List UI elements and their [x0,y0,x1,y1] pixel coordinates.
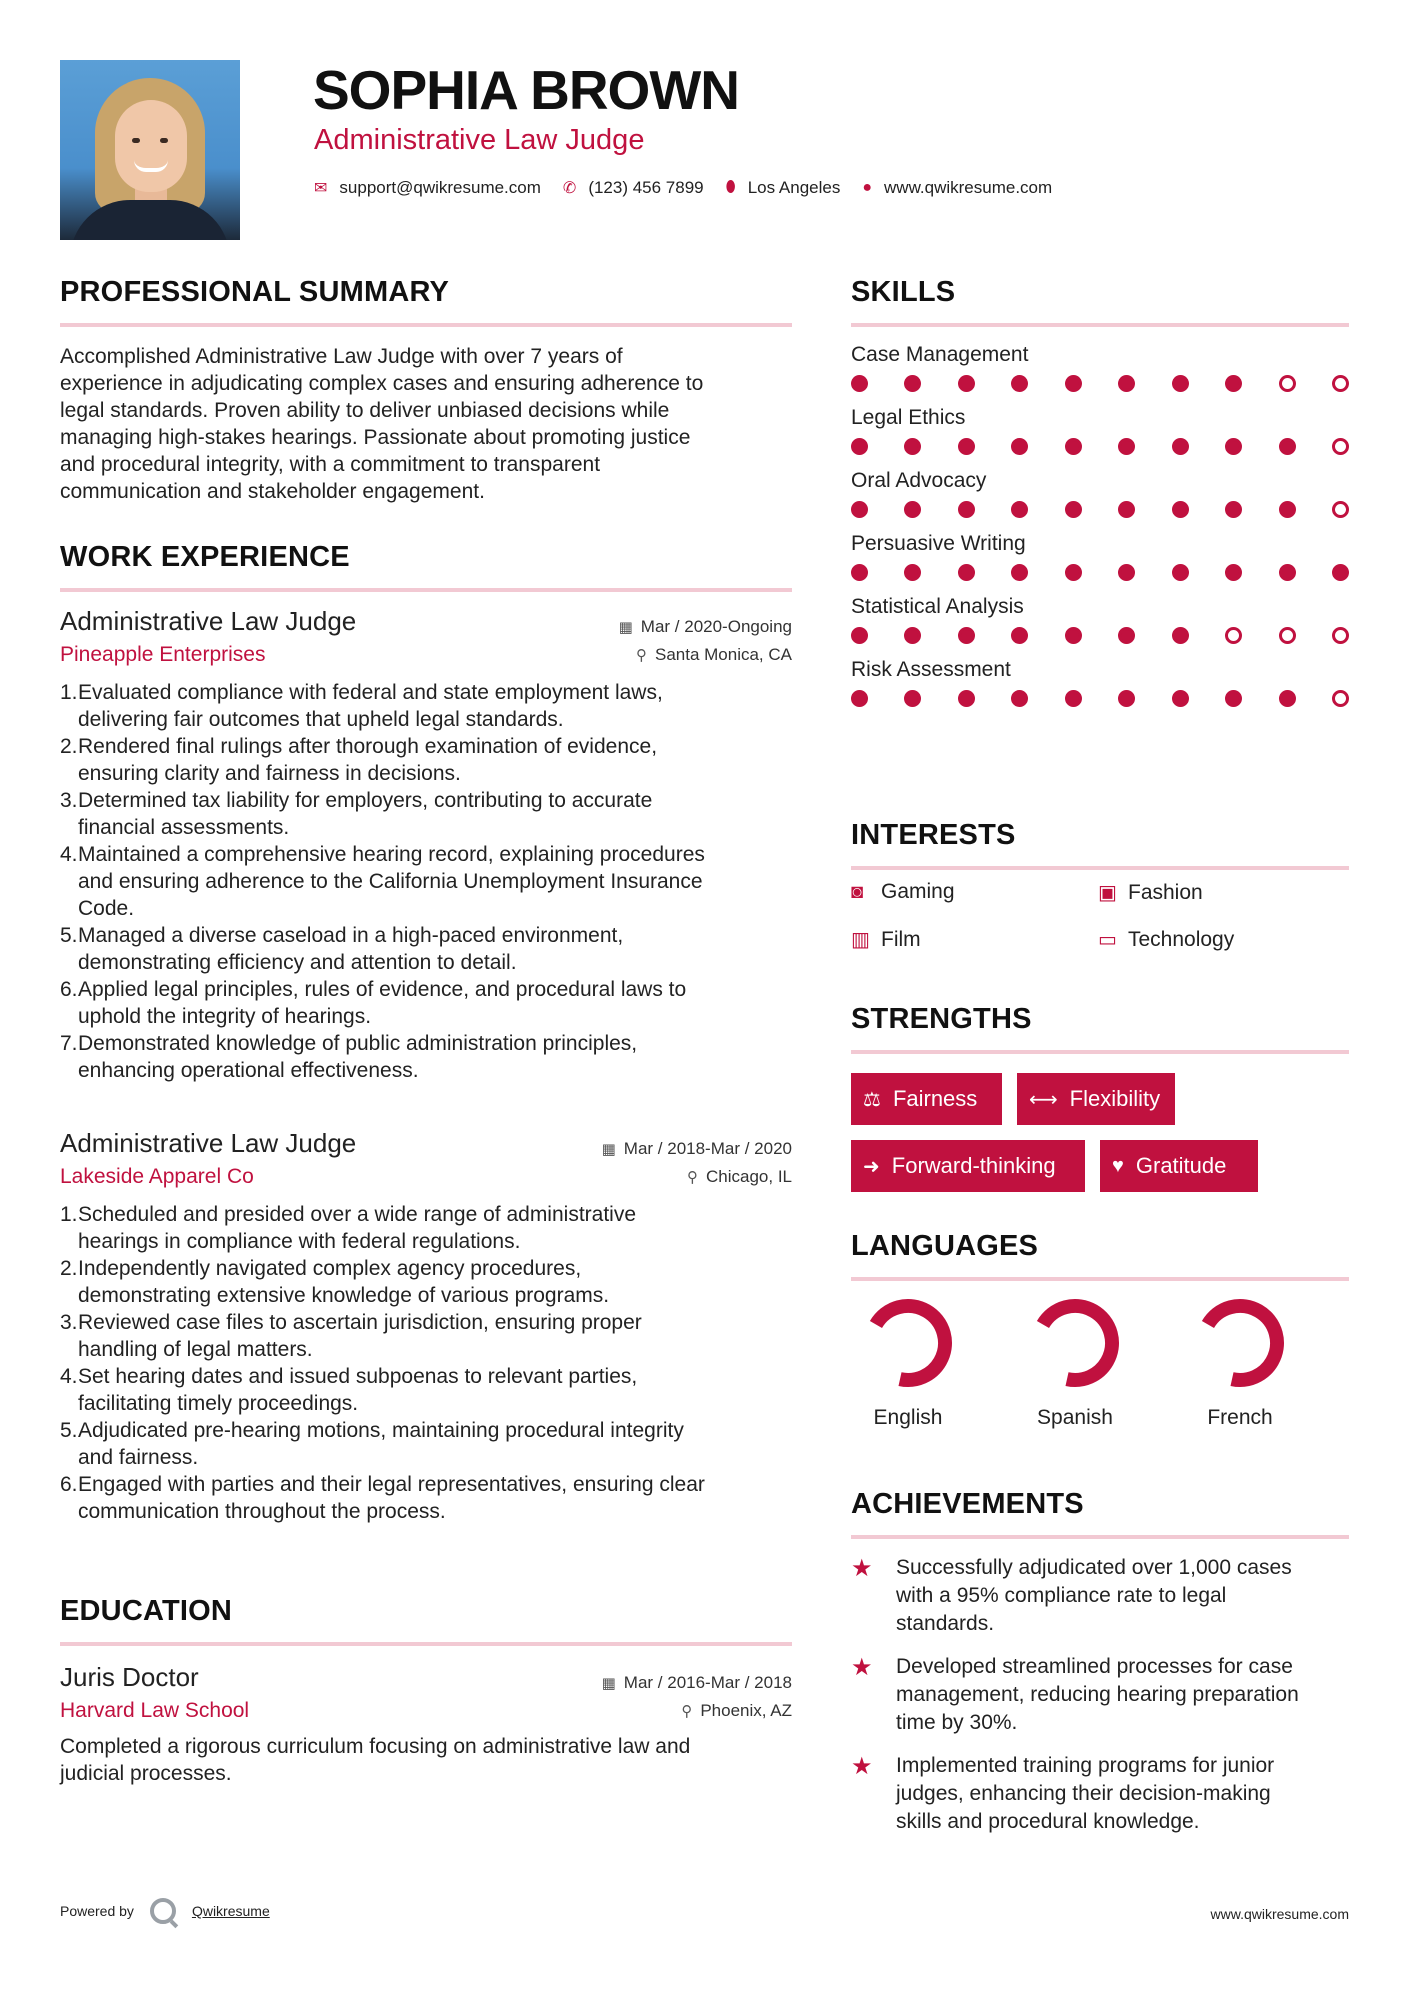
education-heading: EDUCATION [60,1595,792,1646]
strengths-section [851,1003,1349,1054]
language-name: French [1207,1406,1273,1429]
rating-dot-filled [1118,690,1135,707]
rating-dot-filled [1065,690,1082,707]
rating-dot-filled [1172,438,1189,455]
language-level-arc [1030,1298,1120,1388]
rating-dot-filled [1118,375,1135,392]
interest-item: ▭ Technology [1098,927,1235,951]
education-description: Completed a rigorous curriculum focusing on administrative law and judicial processes. [60,1735,691,1785]
language-level-ring [863,1298,953,1388]
rating-dot-filled [958,375,975,392]
strength-tag: ♥ Gratitude [1100,1140,1258,1192]
rating-dot-filled [1225,375,1242,392]
skill-name: Case Management [851,343,1029,366]
double-arrow-icon: ⟷ [1029,1088,1058,1111]
calendar-icon: ▦ [618,619,633,636]
rating-dot-filled [1172,690,1189,707]
achievements-section [851,1488,1349,1539]
brand-link[interactable]: Qwikresume [191,1903,270,1919]
list-item: 4. Set hearing dates and issued subpoenas to relevant parties, facilitating timely proceedings. [60,1365,638,1415]
rating-dot-filled [851,438,868,455]
skill-name: Statistical Analysis [851,595,1024,618]
languages-heading: LANGUAGES [851,1230,1349,1281]
pushpin-icon: ⚲ [687,1169,698,1186]
education-location: Phoenix, AZ [700,1701,792,1720]
list-item: 4. Maintained a comprehensive hearing record, explaining procedures and ensuring adherence to the California Unemployment Insurance Code. [60,843,705,920]
language-item [1170,1298,1310,1430]
strength-tag: ➜ Forward-thinking [851,1140,1085,1192]
rating-dot-filled [1332,564,1349,581]
rating-dot-filled [904,690,921,707]
interest-item: ◙ Gaming [851,880,955,903]
list-item: 5. Adjudicated pre-hearing motions, maintaining procedural integrity and fairness. [60,1419,684,1469]
job-responsibilities [60,679,792,1084]
laptop-icon: ▭ [1098,929,1117,951]
heart-icon: ♥ [1112,1154,1124,1177]
language-level-arc [863,1298,953,1388]
rating-dot-empty [1332,690,1349,707]
contact-email[interactable]: support@qwikresume.com [339,178,541,197]
interest-item: ▥ Film [851,927,921,951]
list-item: 1. Scheduled and presided over a wide range of administrative hearings in compliance with federal regulations. [60,1203,637,1253]
skill-name: Legal Ethics [851,406,966,429]
candidate-title: Administrative Law Judge [314,124,645,156]
skill-rating [851,627,1349,644]
skill-rating [851,564,1349,581]
rating-dot-filled [1172,375,1189,392]
rating-dot-filled [904,501,921,518]
achievement-item: ★ Successfully adjudicated over 1,000 cases with a 95% compliance rate to legal standards. [851,1554,1349,1638]
skill-row [851,406,1349,455]
rating-dot-filled [1118,501,1135,518]
skill-row [851,595,1349,644]
list-item: 3. Determined tax liability for employers, contributing to accurate financial assessments. [60,789,653,839]
skill-row [851,532,1349,581]
rating-dot-filled [1172,501,1189,518]
language-name: English [873,1406,943,1429]
rating-dot-filled [1225,438,1242,455]
rating-dot-filled [1011,375,1028,392]
language-level-ring [1030,1298,1120,1388]
map-pin-icon: ⬮ [725,179,736,196]
rating-dot-filled [904,627,921,644]
calendar-icon: ▦ [601,1675,616,1692]
rating-dot-filled [1225,501,1242,518]
rating-dot-empty [1332,375,1349,392]
rating-dot-filled [851,627,868,644]
achievement-item: ★ Developed streamlined processes for case management, reducing hearing preparation time by 30%. [851,1653,1349,1737]
rating-dot-filled [1118,438,1135,455]
rating-dot-empty [1279,375,1296,392]
contact-website[interactable]: www.qwikresume.com [884,178,1053,197]
contact-location: Los Angeles [747,178,841,197]
footer-url[interactable]: www.qwikresume.com [1210,1906,1349,1922]
interests-section [851,819,1349,870]
film-icon: ▥ [851,929,870,951]
language-name: Spanish [1037,1406,1113,1429]
footer-powered-by [60,1898,270,1924]
rating-dot-filled [958,438,975,455]
rating-dot-filled [851,375,868,392]
envelope-icon: ✉ [314,180,328,197]
list-item: 1. Evaluated compliance with federal and state employment laws, delivering fair outcomes that upheld legal standards. [60,681,663,731]
skill-row [851,469,1349,518]
rating-dot-filled [1172,627,1189,644]
rating-dot-filled [1011,438,1028,455]
contact-phone[interactable]: (123) 456 7899 [588,178,704,197]
skill-rating [851,438,1349,455]
rating-dot-filled [1011,690,1028,707]
rating-dot-filled [1065,438,1082,455]
list-item: 3. Reviewed case files to ascertain jurisdiction, ensuring proper handling of legal matters. [60,1311,642,1361]
phone-icon: ✆ [562,180,577,197]
calendar-icon: ▦ [601,1141,616,1158]
rating-dot-empty [1332,438,1349,455]
rating-dot-filled [1065,375,1082,392]
language-item [1005,1298,1145,1430]
rating-dot-filled [958,564,975,581]
skill-rating [851,690,1349,707]
job-date: Mar / 2018-Mar / 2020 [623,1139,792,1158]
rating-dot-empty [1332,627,1349,644]
star-icon: ★ [851,1654,873,1681]
contact-bar [314,178,1074,198]
rating-dot-filled [904,438,921,455]
summary-text: Accomplished Administrative Law Judge with over 7 years of experience in adjudicating complex cases and ensuring adherence to legal standards. Proven ability to deliver unbiased decisions while managing high-stakes hearings. Passionate about promoting justice and procedural integrity, with a commitment to transparent communication and stakeholder engagement. [60,345,704,503]
job-company: Lakeside Apparel Co [60,1165,254,1188]
skill-name: Oral Advocacy [851,469,987,492]
rating-dot-filled [1172,564,1189,581]
skill-row [851,343,1349,392]
balance-scale-icon: ⚖ [863,1088,881,1111]
job-title: Administrative Law Judge [60,606,357,636]
job-responsibilities [60,1201,792,1525]
strengths-heading: STRENGTHS [851,1003,1349,1054]
strength-tag: ⟷ Flexibility [1017,1073,1175,1125]
job-entry [60,606,792,1084]
rating-dot-filled [1225,690,1242,707]
rating-dot-filled [1011,564,1028,581]
list-item: 2. Independently navigated complex agency procedures, demonstrating extensive knowledge of various programs. [60,1257,610,1307]
rating-dot-filled [1065,627,1082,644]
strength-tag: ⚖ Fairness [851,1073,1002,1125]
rating-dot-filled [851,564,868,581]
rating-dot-filled [904,375,921,392]
skill-name: Risk Assessment [851,658,1011,681]
profile-photo [60,60,240,240]
list-item: 2. Rendered final rulings after thorough examination of evidence, ensuring clarity and fairness in decisions. [60,735,658,785]
languages-section [851,1230,1349,1281]
candidate-name: SOPHIA BROWN [313,59,739,121]
shopping-bag-icon: ▣ [1098,882,1117,904]
rating-dot-filled [1279,501,1296,518]
interests-heading: INTERESTS [851,819,1349,870]
language-level-ring [1195,1298,1285,1388]
powered-by-label: Powered by [60,1903,134,1919]
rating-dot-filled [1011,501,1028,518]
pushpin-icon: ⚲ [681,1703,693,1720]
gamepad-icon: ◙ [851,880,864,903]
rating-dot-filled [1225,564,1242,581]
skills-heading: SKILLS [851,276,1349,327]
skill-name: Persuasive Writing [851,532,1026,555]
work-section [60,541,792,592]
rating-dot-empty [1225,627,1242,644]
interest-item: ▣ Fashion [1098,880,1203,904]
job-title: Administrative Law Judge [60,1128,357,1158]
achievements-heading: ACHIEVEMENTS [851,1488,1349,1539]
pushpin-icon: ⚲ [635,647,647,664]
rating-dot-filled [1065,501,1082,518]
rating-dot-filled [851,690,868,707]
language-item [838,1298,978,1430]
rating-dot-filled [958,627,975,644]
list-item: 6. Engaged with parties and their legal representatives, ensuring clear communication throughout the process. [60,1473,705,1523]
rating-dot-filled [1279,564,1296,581]
work-heading: WORK EXPERIENCE [60,541,792,592]
job-company: Pineapple Enterprises [60,643,266,666]
rating-dot-filled [1011,627,1028,644]
job-date: Mar / 2020-Ongoing [640,617,792,636]
rating-dot-filled [1065,564,1082,581]
skills-list [851,343,1349,707]
achievement-item: ★ Implemented training programs for junior judges, enhancing their decision-making skills and procedural knowledge. [851,1752,1349,1836]
rating-dot-filled [851,501,868,518]
skills-section [851,276,1349,721]
school-name: Harvard Law School [60,1699,250,1722]
rating-dot-filled [1118,627,1135,644]
summary-section [60,276,792,505]
job-location: Chicago, IL [706,1167,792,1186]
rating-dot-filled [1279,438,1296,455]
arrow-right-icon: ➜ [863,1155,880,1178]
star-icon: ★ [851,1555,873,1582]
summary-heading: PROFESSIONAL SUMMARY [60,276,792,327]
degree-title: Juris Doctor [60,1662,199,1692]
rating-dot-filled [958,690,975,707]
rating-dot-filled [958,501,975,518]
rating-dot-empty [1279,627,1296,644]
list-item: 6. Applied legal principles, rules of evidence, and procedural laws to uphold the integrity of hearings. [60,978,687,1028]
list-item: 5. Managed a diverse caseload in a high-paced environment, demonstrating efficiency and attention to detail. [60,924,624,974]
list-item: 7. Demonstrated knowledge of public administration principles, enhancing operational effectiveness. [60,1032,638,1082]
job-entry [60,1128,792,1525]
education-date: Mar / 2016-Mar / 2018 [623,1673,792,1692]
skill-row [851,658,1349,707]
skill-rating [851,375,1349,392]
star-icon: ★ [851,1753,873,1780]
rating-dot-filled [1118,564,1135,581]
rating-dot-filled [1279,690,1296,707]
education-section [60,1595,792,1787]
job-location: Santa Monica, CA [654,645,792,664]
globe-icon: ● [862,179,873,196]
rating-dot-filled [904,564,921,581]
rating-dot-empty [1332,501,1349,518]
language-level-arc [1195,1298,1285,1388]
qwikresume-logo-icon [150,1898,176,1924]
skill-rating [851,501,1349,518]
